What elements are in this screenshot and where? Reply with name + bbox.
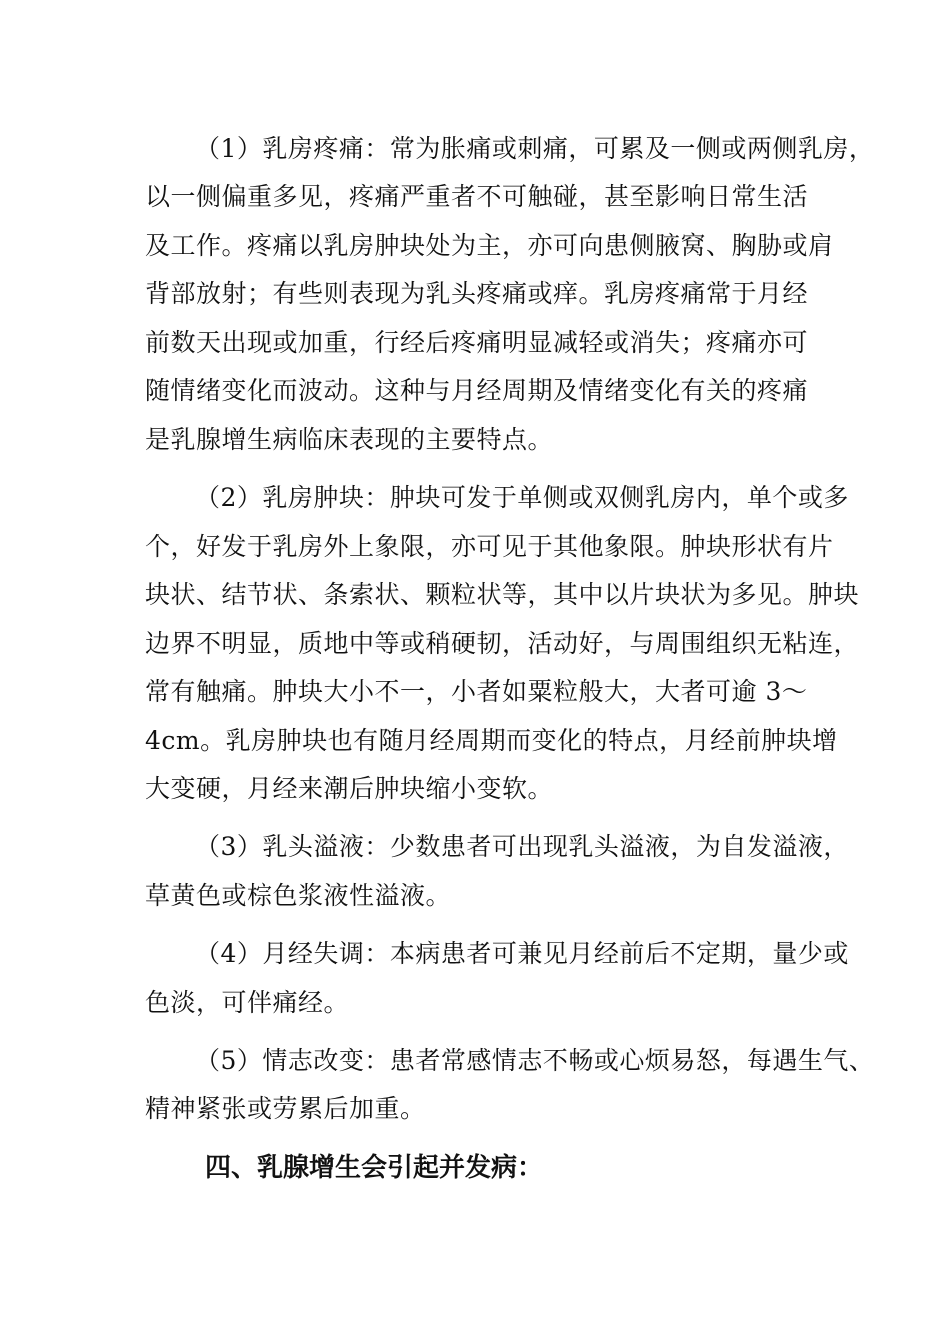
paragraph-2-line-4: 边界不明显，质地中等或稍硬韧，活动好，与周围组织无粘连， (145, 629, 860, 658)
paragraph-1-line-6: 随情绪变化而波动。这种与月经周期及情绪变化有关的疼痛 (145, 376, 809, 405)
section-heading: 四、乳腺增生会引起并发病： (205, 1153, 544, 1183)
paragraph-2-line-7: 大变硬，月经来潮后肿块缩小变软。 (145, 774, 554, 803)
paragraph-4-line-2: 色淡，可伴痛经。 (145, 988, 350, 1017)
paragraph-1-line-1: （1）乳房疼痛：常为胀痛或刺痛，可累及一侧或两侧乳房， (195, 134, 875, 163)
paragraph-2-line-5: 常有触痛。肿块大小不一，小者如粟粒般大，大者可逾 3～ (145, 677, 808, 706)
paragraph-1-line-4: 背部放射；有些则表现为乳头疼痛或痒。乳房疼痛常于月经 (145, 279, 809, 308)
paragraph-2-line-6: 4cm。乳房肿块也有随月经周期而变化的特点，月经前肿块增 (145, 726, 838, 755)
paragraph-5-line-1: （5）情志改变：患者常感情志不畅或心烦易怒，每遇生气、 (195, 1046, 875, 1075)
paragraph-1-line-3: 及工作。疼痛以乳房肿块处为主，亦可向患侧腋窝、胸胁或肩 (145, 231, 834, 260)
paragraph-3-line-2: 草黄色或棕色浆液性溢液。 (145, 881, 452, 910)
paragraph-2-line-3: 块状、结节状、条索状、颗粒状等，其中以片块状为多见。肿块 (145, 580, 860, 609)
paragraph-2-line-1: （2）乳房肿块：肿块可发于单侧或双侧乳房内，单个或多 (195, 483, 849, 512)
paragraph-4-line-1: （4）月经失调：本病患者可兼见月经前后不定期，量少或 (195, 939, 849, 968)
paragraph-1-line-5: 前数天出现或加重，行经后疼痛明显减轻或消失；疼痛亦可 (145, 328, 809, 357)
paragraph-1-line-2: 以一侧偏重多见，疼痛严重者不可触碰，甚至影响日常生活 (145, 182, 809, 211)
paragraph-3-line-1: （3）乳头溢液：少数患者可出现乳头溢液，为自发溢液， (195, 832, 849, 861)
paragraph-5-line-2: 精神紧张或劳累后加重。 (145, 1094, 426, 1123)
paragraph-2-line-2: 个，好发于乳房外上象限，亦可见于其他象限。肿块形状有片 (145, 532, 834, 561)
paragraph-1-line-7: 是乳腺增生病临床表现的主要特点。 (145, 425, 554, 454)
